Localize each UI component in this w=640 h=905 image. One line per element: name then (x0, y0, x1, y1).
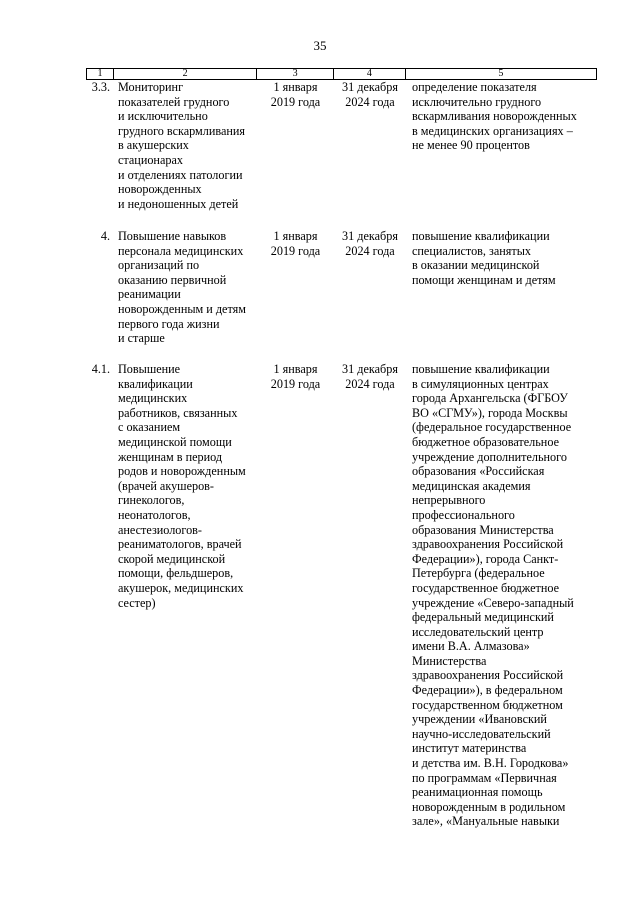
table-row (86, 80, 597, 211)
header-col-4: 4 (334, 69, 406, 79)
row-activity-name: Повышение квалификации медицинских работников, связанных с оказанием медицинской помощи женщинам в период родов и новорожденным (врачей акушеров- гинекологов, неонатологов, анестезиологов- реаниматологов, врачей скорой медицинской помощи, фельдшеров, акушерок, медицинских сестер) (118, 362, 246, 610)
table-header-row (86, 68, 597, 80)
row-result: повышение квалификации в симуляционных центрах города Архангельска (ФГБОУ ВО «СГМУ»), города Москвы (федеральное государственное бюджетное образовательное учреждение дополнительного образования «Российская медицинская академия непрерывного профессионального образования Министерства здравоохранения Российской Федерации»), города Санкт- Петербурга (федеральное государственное бюджетное учреждение «Северо-западный федеральный медицинский исследовательский центр имени В.А. Алмазова» Министерства здравоохранения Российской Федерации»), в федеральном государственном бюджетном учреждении «Ивановский научно-исследовательский институт материнства и детства им. В.Н. Городкова» по программам «Первичная реанимационная помощь новорожденным в родильном зале», «Мануальные навыки (412, 362, 574, 829)
table-row (86, 229, 597, 346)
row-start-date: 1 января 2019 года (270, 80, 321, 109)
header-col-5: 5 (498, 68, 504, 79)
table-row (86, 362, 597, 829)
row-end-date: 31 декабря 2024 года (342, 229, 398, 258)
page-number: 35 (313, 38, 327, 53)
header-col-1: 1 (87, 69, 114, 79)
row-result: определение показателя исключительно грудного вскармливания новорожденных в медицинских организациях – не менее 90 процентов (412, 80, 577, 153)
row-end-date: 31 декабря 2024 года (342, 362, 398, 391)
row-number: 4. (100, 229, 110, 243)
row-result: повышение квалификации специалистов, занятых в оказании медицинской помощи женщинам и детям (412, 229, 556, 287)
header-col-3: 3 (257, 69, 334, 79)
row-number: 3.3. (91, 80, 110, 94)
header-col-2: 2 (114, 69, 257, 79)
row-number: 4.1. (91, 362, 110, 376)
row-start-date: 1 января 2019 года (270, 229, 321, 258)
row-start-date: 1 января 2019 года (270, 362, 321, 391)
row-end-date: 31 декабря 2024 года (342, 80, 398, 109)
row-activity-name: Мониторинг показателей грудного и исключительно грудного вскармливания в акушерских стационарах и отделениях патологии новорожденных и недоношенных детей (118, 80, 246, 211)
row-activity-name: Повышение навыков персонала медицинских организаций по оказанию первичной реанимации новорожденным и детям первого года жизни и старше (118, 229, 246, 346)
